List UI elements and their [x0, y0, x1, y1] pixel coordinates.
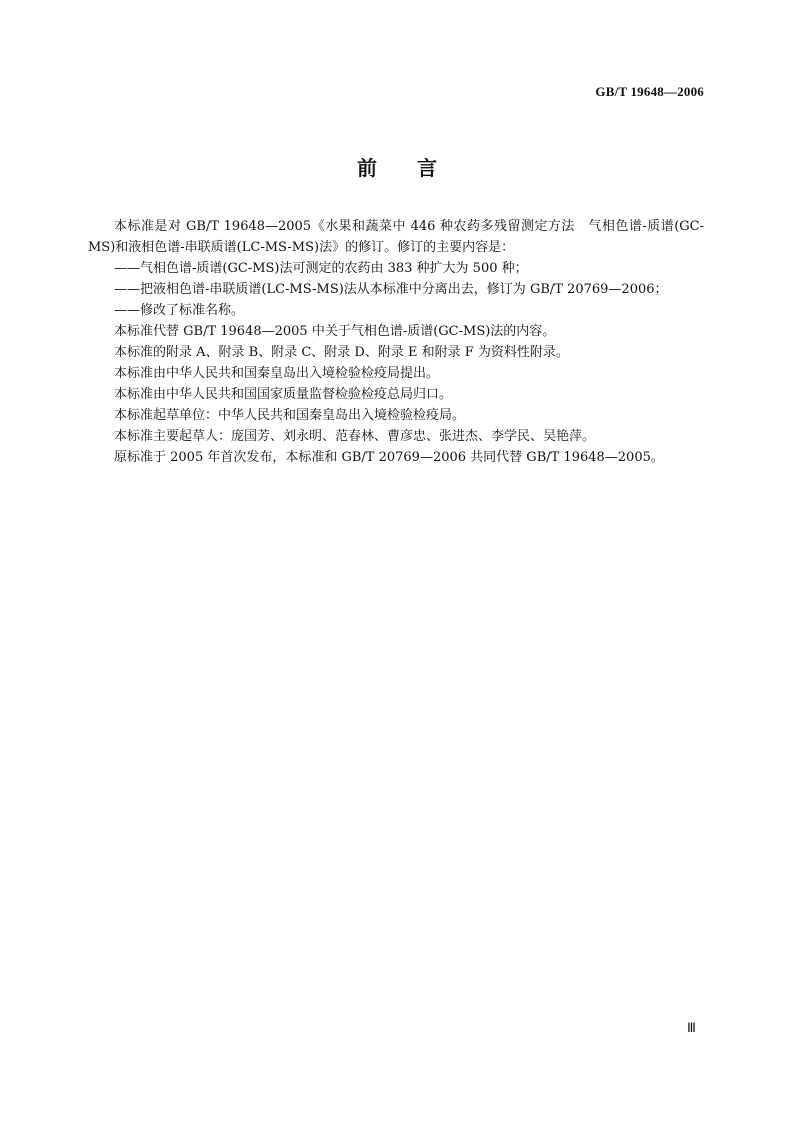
page-title: 前言: [357, 156, 477, 180]
paragraph-change-item: ——气相色谱-质谱(GC-MS)法可测定的农药由 383 种扩大为 500 种；: [114, 261, 528, 276]
paragraph-drafting-unit: 本标准起草单位：中华人民共和国秦皇岛出入境检验检疫局。: [114, 408, 466, 423]
paragraph-administrator: 本标准由中华人民共和国国家质量监督检验检疫总局归口。: [114, 387, 453, 402]
paragraph-drafters: 本标准主要起草人：庞国芳、刘永明、范春林、曹彦忠、张进杰、李学民、吴艳萍。: [114, 429, 596, 444]
paragraph-change-item: ——修改了标准名称。: [114, 303, 245, 318]
paragraph-appendices: 本标准的附录 A、附录 B、附录 C、附录 D、附录 E 和附录 F 为资料性附录。: [114, 345, 569, 360]
standard-number: GB/T 19648—2006: [595, 84, 704, 99]
paragraph-revision-intro: 本标准是对 GB/T 19648—2005《水果和蔬菜中 446 种农药多残留测定方法 气相色谱-质谱(GC-MS)和液相色谱-串联质谱(LC-MS-MS)法》的修订。修订的主要内容是：: [88, 219, 704, 255]
paragraph-replacement: 本标准代替 GB/T 19648—2005 中关于气相色谱-质谱(GC-MS)法的内容。: [114, 324, 556, 339]
foreword-body: [88, 216, 704, 468]
paragraph-proposer: 本标准由中华人民共和国秦皇岛出入境检验检疫局提出。: [114, 366, 440, 381]
page-number: Ⅲ: [687, 1020, 696, 1035]
paragraph-history: 原标准于 2005 年首次发布，本标准和 GB/T 20769—2006 共同代替 GB/T 19648—2005。: [114, 450, 664, 465]
paragraph-change-item: ——把液相色谱-串联质谱(LC-MS-MS)法从本标准中分离出去，修订为 GB/T 20769—2006；: [114, 282, 668, 297]
